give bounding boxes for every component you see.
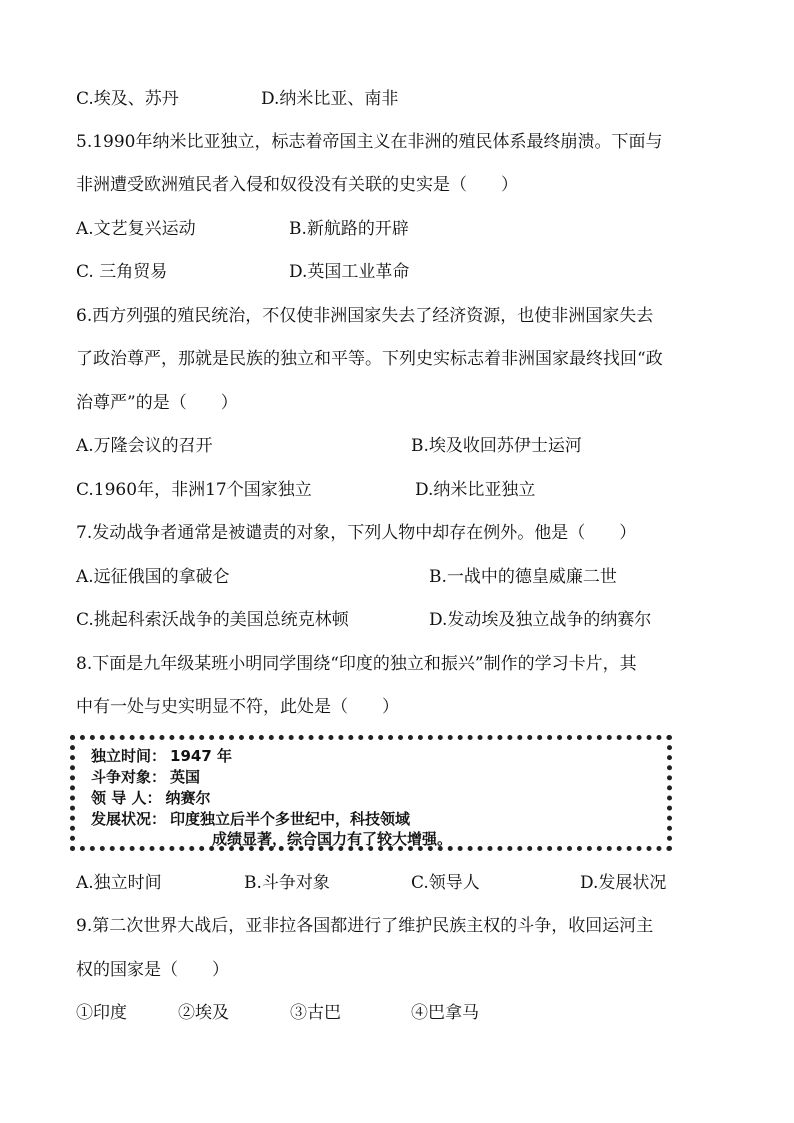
q8-option-d: D.发展状况 — [580, 873, 667, 893]
card-row-leader — [91, 788, 210, 808]
q6-option-a: A.万隆会议的召开 — [76, 436, 213, 456]
card-row-development-cont — [208, 829, 452, 849]
q8-stem-line2: 中有一处与史实明显不符，此处是（ ） — [76, 697, 399, 717]
card-value: 印度独立后半个多世纪中，科技领域 — [170, 810, 411, 828]
q5-stem-line2: 非洲遭受欧洲殖民者入侵和奴役没有关联的史实是（ ） — [76, 175, 518, 195]
q7-option-c: C.挑起科索沃战争的美国总统克林顿 — [76, 610, 349, 630]
card-label: 斗争对象： — [91, 768, 167, 786]
q4-option-c: C.埃及、苏丹 — [76, 89, 179, 109]
q6-option-c: C.1960年，非洲17个国家独立 — [76, 480, 312, 500]
q8-option-b: B.斗争对象 — [244, 873, 330, 893]
q7-option-d: D.发动埃及独立战争的纳赛尔 — [429, 610, 652, 630]
q5-option-b: B.新航路的开辟 — [289, 219, 409, 239]
q7-stem-line1: 7.发动战争者通常是被谴责的对象，下列人物中却存在例外。他是（ ） — [76, 523, 637, 543]
q9-option-4: ④巴拿马 — [411, 1003, 479, 1023]
q8-option-c: C.领导人 — [411, 873, 480, 893]
q9-stem-line1: 9.第二次世界大战后，亚非拉各国都进行了维护民族主权的斗争，收回运河主 — [76, 916, 654, 936]
study-card — [70, 735, 672, 851]
q4-option-d: D.纳米比亚、南非 — [261, 89, 399, 109]
q6-stem-line1: 6.西方列强的殖民统治，不仅使非洲国家失去了经济资源，也使非洲国家失去 — [76, 306, 654, 326]
q5-stem-line1: 5.1990年纳米比亚独立，标志着帝国主义在非洲的殖民体系最终崩溃。下面与 — [76, 132, 663, 152]
q5-option-a: A.文艺复兴运动 — [76, 219, 196, 239]
card-row-independence-time — [91, 746, 232, 766]
q7-option-b: B.一战中的德皇威廉二世 — [429, 567, 617, 587]
q5-option-d: D.英国工业革命 — [289, 262, 410, 282]
card-label: 发展状况： — [91, 810, 167, 828]
q8-option-a: A.独立时间 — [76, 873, 162, 893]
q8-stem-line1: 8.下面是九年级某班小明同学围绕“印度的独立和振兴”制作的学习卡片，其 — [76, 654, 637, 674]
q5-option-c: C. 三角贸易 — [76, 262, 168, 282]
q6-stem-line3: 治尊严”的是（ ） — [76, 393, 238, 413]
card-value: 纳赛尔 — [165, 789, 211, 807]
q9-option-3: ③古巴 — [290, 1003, 341, 1023]
q6-stem-line2: 了政治尊严，那就是民族的独立和平等。下列史实标志着非洲国家最终找回“政 — [76, 349, 663, 369]
card-row-development — [91, 809, 410, 829]
q7-option-a: A.远征俄国的拿破仑 — [76, 567, 230, 587]
card-value: 1947 年 — [170, 747, 232, 765]
card-value: 成绩显著，综合国力有了较大增强。 — [212, 830, 453, 848]
card-value: 英国 — [170, 768, 201, 786]
card-row-struggle-target — [91, 767, 200, 787]
q9-option-2: ②埃及 — [178, 1003, 229, 1023]
q9-stem-line2: 权的国家是（ ） — [76, 960, 229, 980]
q6-option-d: D.纳米比亚独立 — [415, 480, 536, 500]
card-label: 领 导 人： — [91, 789, 162, 807]
card-label: 独立时间： — [91, 747, 167, 765]
q9-option-1: ①印度 — [76, 1003, 127, 1023]
q6-option-b: B.埃及收回苏伊士运河 — [411, 436, 582, 456]
